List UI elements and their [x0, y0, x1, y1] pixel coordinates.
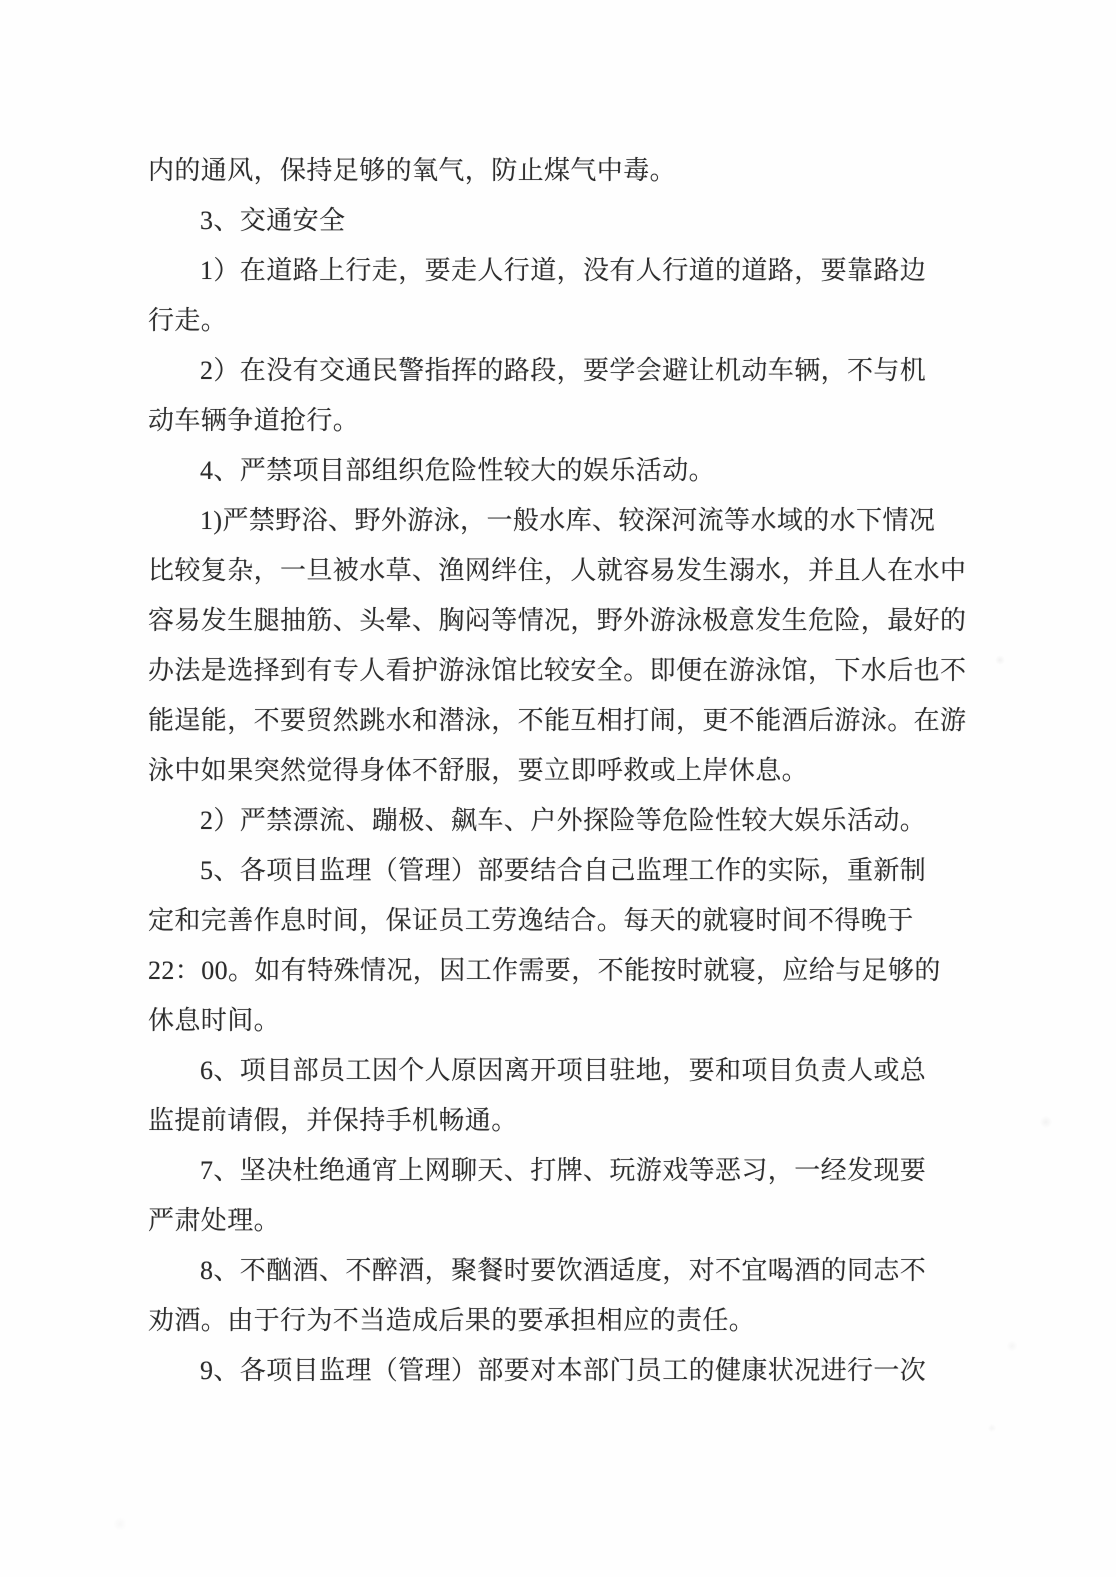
document-text-line: 办法是选择到有专人看护游泳馆比较安全。即便在游泳馆，下水后也不 — [148, 656, 967, 685]
document-text-line: 比较复杂，一旦被水草、渔网绊住，人就容易发生溺水，并且人在水中 — [148, 556, 967, 585]
document-text-line: 严肃处理。 — [148, 1206, 281, 1235]
document-text-line: 2）在没有交通民警指挥的路段，要学会避让机动车辆，不与机 — [200, 356, 927, 385]
document-text-line: 定和完善作息时间，保证员工劳逸结合。每天的就寝时间不得晚于 — [148, 906, 914, 935]
document-text-line: 4、严禁项目部组织危险性较大的娱乐活动。 — [200, 456, 716, 485]
document-text-block — [148, 146, 967, 1396]
document-text-line: 6、项目部员工因个人原因离开项目驻地，要和项目负责人或总 — [200, 1056, 927, 1085]
document-text-line: 休息时间。 — [148, 1006, 281, 1035]
document-text-line: 行走。 — [148, 306, 228, 335]
document-text-line: 监提前请假，并保持手机畅通。 — [148, 1106, 518, 1135]
document-text-line: 9、各项目监理（管理）部要对本部门员工的健康状况进行一次 — [200, 1356, 927, 1385]
document-text-line: 劝酒。由于行为不当造成后果的要承担相应的责任。 — [148, 1306, 756, 1335]
document-text-line: 动车辆争道抢行。 — [148, 406, 360, 435]
document-text-line: 22：00。如有特殊情况，因工作需要，不能按时就寝，应给与足够的 — [148, 956, 941, 985]
document-text-line: 7、坚决杜绝通宵上网聊天、打牌、玩游戏等恶习，一经发现要 — [200, 1156, 927, 1185]
document-text-line: 1）在道路上行走，要走人行道，没有人行道的道路，要靠路边 — [200, 256, 927, 285]
document-text-line: 5、各项目监理（管理）部要结合自己监理工作的实际，重新制 — [200, 856, 927, 885]
document-text-line: 2）严禁漂流、蹦极、飙车、户外探险等危险性较大娱乐活动。 — [200, 806, 927, 835]
document-text-line: 8、不酗酒、不醉酒，聚餐时要饮酒适度，对不宜喝酒的同志不 — [200, 1256, 927, 1285]
document-text-line: 泳中如果突然觉得身体不舒服，要立即呼救或上岸休息。 — [148, 756, 809, 785]
document-text-line: 容易发生腿抽筋、头晕、胸闷等情况，野外游泳极意发生危险，最好的 — [148, 606, 967, 635]
document-text-line: 能逞能，不要贸然跳水和潜泳，不能互相打闹，更不能酒后游泳。在游 — [148, 706, 967, 735]
document-text-line: 内的通风，保持足够的氧气，防止煤气中毒。 — [148, 156, 677, 185]
document-text-line: 1)严禁野浴、野外游泳，一般水库、较深河流等水域的水下情况 — [200, 506, 936, 535]
document-text-line: 3、交通安全 — [200, 206, 346, 235]
